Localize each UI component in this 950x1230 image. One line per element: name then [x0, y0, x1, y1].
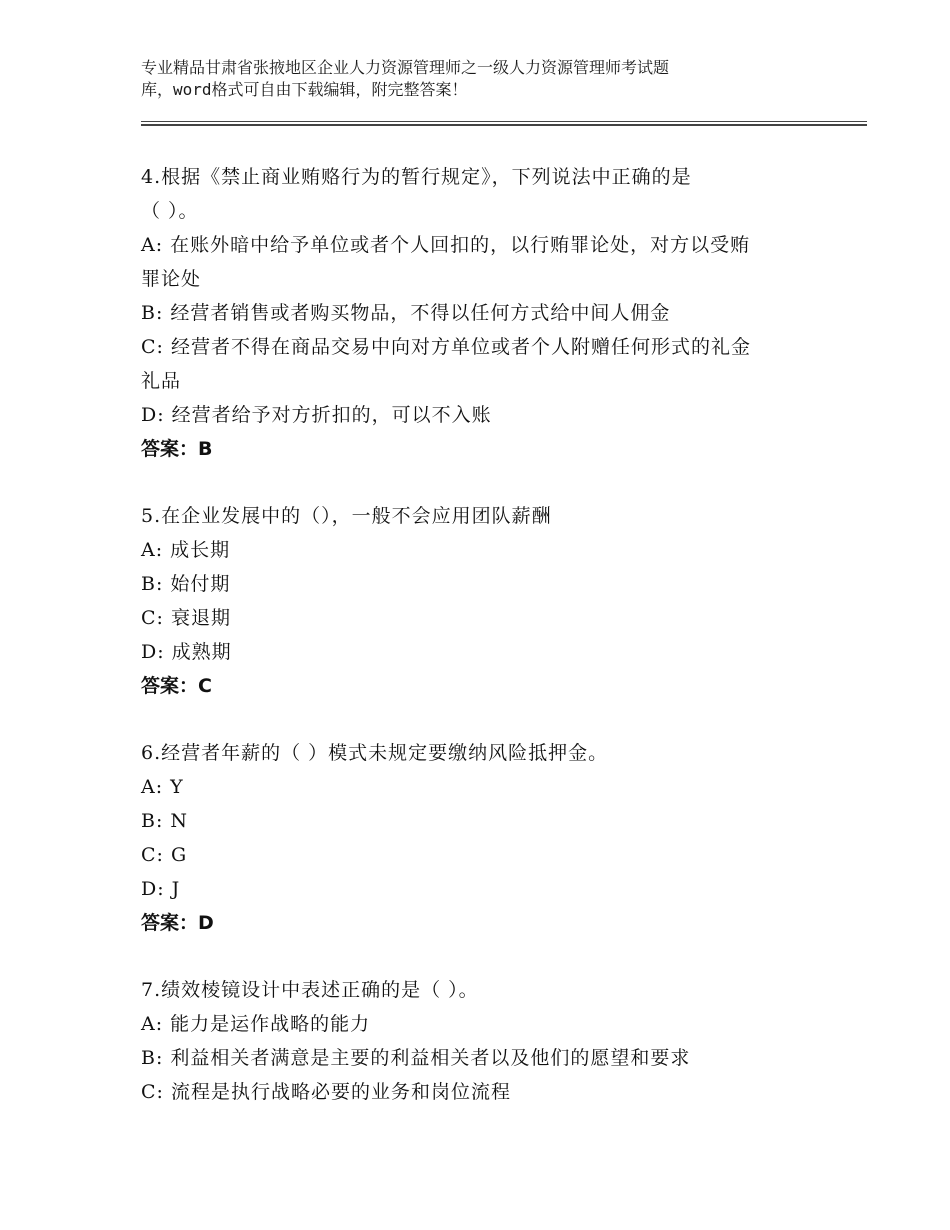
answer-key: 答案：D: [141, 912, 214, 934]
question-block: [141, 160, 841, 466]
question-stem: [141, 499, 841, 533]
answer-option-line: A: Y: [141, 776, 184, 798]
question-block: [141, 736, 841, 940]
answer-option: [141, 228, 841, 296]
answer-option: [141, 804, 841, 838]
answer-option: [141, 567, 841, 601]
question-block: [141, 973, 841, 1109]
answer-option-line: A: 能力是运作战略的能力: [141, 1013, 371, 1035]
answer-option: [141, 872, 841, 906]
question-stem-line: 6.经营者年薪的（ ）模式未规定要缴纳风险抵押金。: [141, 742, 609, 764]
header-title-line-1: 专业精品甘肃省张掖地区企业人力资源管理师之一级人力资源管理师考试题: [141, 58, 670, 77]
question-stem: [141, 973, 841, 1007]
answer-option-line: A: 在账外暗中给予单位或者个人回扣的，以行贿罪论处，对方以受贿: [141, 234, 751, 256]
answer-option-line: B: N: [141, 810, 189, 832]
question-stem-line: （ ）。: [141, 200, 199, 222]
answer-option-line: 礼品: [141, 370, 182, 392]
answer-option: [141, 1075, 841, 1109]
answer-option: [141, 296, 841, 330]
answer-key: 答案：C: [141, 675, 212, 697]
answer-option-line: A: 成长期: [141, 539, 231, 561]
answer-option: [141, 533, 841, 567]
answer-option-line: B: 始付期: [141, 573, 231, 595]
answer-option: [141, 838, 841, 872]
question-stem: [141, 160, 841, 228]
question-block: [141, 499, 841, 703]
answer-option-line: C: 经营者不得在商品交易中向对方单位或者个人附赠任何形式的礼金: [141, 336, 751, 358]
answer-option: [141, 770, 841, 804]
question-list: [141, 160, 841, 1142]
question-stem-line: 7.绩效棱镜设计中表述正确的是（ ）。: [141, 979, 479, 1001]
answer-option: [141, 330, 841, 398]
answer-option-line: B: 经营者销售或者购买物品，不得以任何方式给中间人佣金: [141, 302, 671, 324]
question-stem-line: 5.在企业发展中的（），一般不会应用团队薪酬: [141, 505, 552, 527]
answer-option: [141, 601, 841, 635]
answer-option-line: C: G: [141, 844, 188, 866]
answer-option: [141, 398, 841, 432]
answer-option-line: B: 利益相关者满意是主要的利益相关者以及他们的愿望和要求: [141, 1047, 691, 1069]
header-divider: [141, 121, 867, 122]
answer-key: 答案：B: [141, 438, 213, 460]
answer-option-line: 罪论处: [141, 268, 202, 290]
question-stem-line: 4.根据《禁止商业贿赂行为的暂行规定》，下列说法中正确的是: [141, 166, 692, 188]
answer-option: [141, 1007, 841, 1041]
answer-option: [141, 1041, 841, 1075]
answer-option-line: C: 衰退期: [141, 607, 231, 629]
answer-option-line: D: 成熟期: [141, 641, 232, 663]
document-header: [141, 57, 841, 101]
header-divider-thick: [141, 124, 867, 126]
question-stem: [141, 736, 841, 770]
answer-option-line: C: 流程是执行战略必要的业务和岗位流程: [141, 1081, 511, 1103]
answer-option-line: D: 经营者给予对方折扣的，可以不入账: [141, 404, 492, 426]
answer-option-line: D: J: [141, 878, 181, 900]
header-title-line-2: 库，word格式可自由下载编辑，附完整答案！: [141, 80, 468, 99]
answer-option: [141, 635, 841, 669]
